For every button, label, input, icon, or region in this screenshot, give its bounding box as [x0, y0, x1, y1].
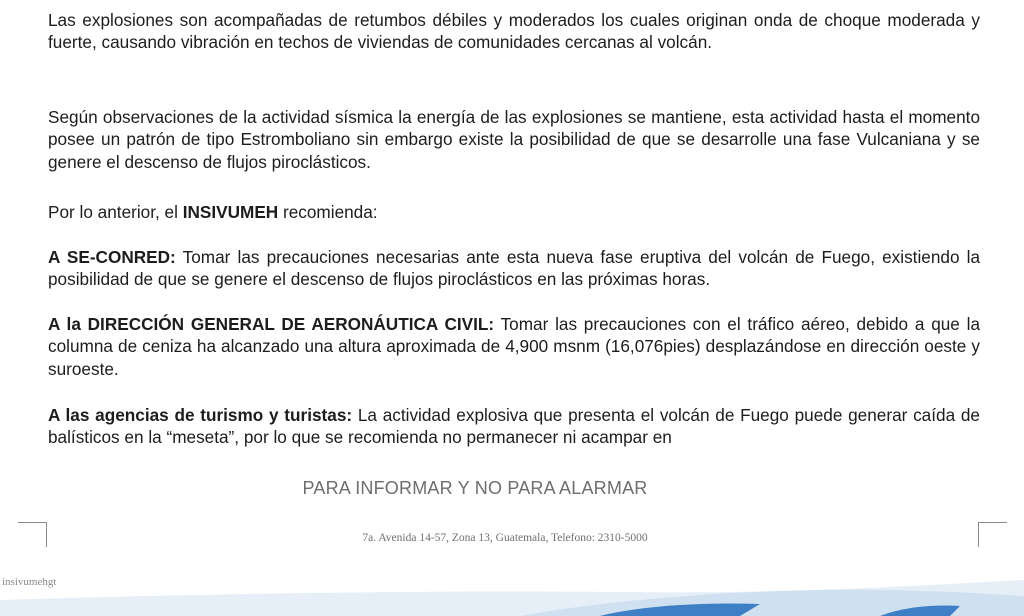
paragraph-aeronautica: [48, 313, 980, 380]
paragraph-recommends: [48, 201, 980, 223]
paragraph-se-conred: [48, 246, 980, 291]
recommends-suffix: recomienda:: [278, 202, 378, 222]
footer-slogan: PARA INFORMAR Y NO PARA ALARMAR: [302, 478, 648, 498]
footer-address: 7a. Avenida 14-57, Zona 13, Guatemala, Telefono: 2310-5000: [362, 532, 648, 544]
watermark-handle: insivumehgt: [2, 576, 57, 588]
paragraph-explosions: Las explosiones son acompañadas de retumbos débiles y moderados los cuales originan onda de choque moderada y fuerte, causando vibración en techos de viviendas de comunidades cercanas al volcán.: [48, 10, 980, 53]
paragraph-turismo: [48, 404, 980, 450]
recommends-prefix: Por lo anterior, el: [48, 202, 183, 222]
turismo-heading: A las agencias de turismo y turistas:: [48, 405, 353, 425]
se-conred-text: Tomar las precauciones necesarias ante esta nueva fase eruptiva del volcán de Fuego, existiendo la posibilidad de que se genere el descenso de flujos piroclásticos en las próximas horas.: [48, 247, 981, 290]
aeronautica-heading: A la DIRECCIÓN GENERAL DE AERONÁUTICA CIVIL:: [48, 314, 495, 334]
aeronautica-text: Tomar las precauciones con el tráfico aéreo, debido a que la columna de ceniza ha alcanzado una altura aproximada de 4,900 msnm (16,076pies) desplazándose en dirección oeste y suroeste.: [48, 314, 981, 379]
insivumeh-name: INSIVUMEH: [182, 202, 279, 222]
paragraph-seismic-activity: Según observaciones de la actividad sísmica la energía de las explosiones se mantiene, esta actividad hasta el momento posee un patrón de tipo Estromboliano sin embargo existe la posibilidad de que se desarrolle una fase Vulcaniana y se genere el descenso de flujos piroclásticos.: [48, 107, 980, 172]
footer-wave-graphic: [0, 570, 1024, 616]
turismo-text: La actividad explosiva que presenta el volcán de Fuego puede generar caída de balísticos en la “meseta”, por lo que se recomienda no permanecer ni acampar en: [48, 405, 980, 448]
se-conred-heading: A SE-CONRED:: [48, 247, 176, 267]
